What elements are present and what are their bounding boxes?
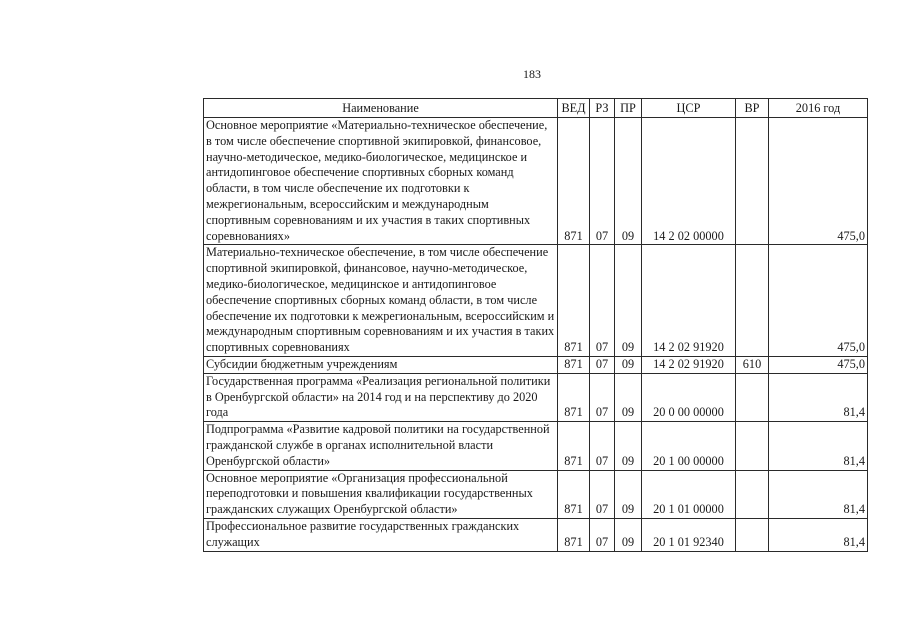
budget-table (203, 98, 868, 552)
row-amount: 81,4 (769, 422, 868, 470)
row-ved: 871 (558, 422, 590, 470)
row-vr (736, 422, 769, 470)
row-name: Субсидии бюджетным учреждениям (204, 356, 558, 373)
row-rz: 07 (590, 518, 615, 551)
row-name: Подпрограмма «Развитие кадровой политики на государственной гражданской службе в органах исполнительной власти Оренбургской области» (204, 422, 558, 470)
table-row (204, 118, 868, 245)
row-vr (736, 470, 769, 518)
row-vr (736, 245, 769, 357)
table-header-row (204, 99, 868, 118)
table-row (204, 356, 868, 373)
row-name: Основное мероприятие «Организация профессиональной переподготовки и повышения квалификации государственных гражданских служащих Оренбургской области» (204, 470, 558, 518)
row-name: Профессиональное развитие государственных гражданских служащих (204, 518, 558, 551)
header-vr: ВР (736, 99, 769, 118)
table-row (204, 422, 868, 470)
header-csr: ЦСР (642, 99, 736, 118)
row-name: Основное мероприятие «Материально-техническое обеспечение, в том числе обеспечение спортивной экипировкой, финансовое, научно-методическое, медико-биологическое, медицинское и антидопинговое обеспечение спортивных сборных команд области, в том числе обеспечение их подготовки к межрегиональным, всероссийским и международным спортивным соревнованиям и их участия в таких спортивных соревнованиях» (204, 118, 558, 245)
row-amount: 475,0 (769, 356, 868, 373)
table-row (204, 373, 868, 421)
row-pr: 09 (615, 245, 642, 357)
row-amount: 475,0 (769, 118, 868, 245)
row-vr: 610 (736, 356, 769, 373)
row-rz: 07 (590, 118, 615, 245)
table-row (204, 245, 868, 357)
row-amount: 475,0 (769, 245, 868, 357)
row-rz: 07 (590, 422, 615, 470)
row-amount: 81,4 (769, 470, 868, 518)
row-csr: 20 1 01 92340 (642, 518, 736, 551)
header-ved: ВЕД (558, 99, 590, 118)
row-csr: 20 0 00 00000 (642, 373, 736, 421)
row-ved: 871 (558, 356, 590, 373)
row-amount: 81,4 (769, 373, 868, 421)
row-rz: 07 (590, 245, 615, 357)
table-row (204, 470, 868, 518)
row-pr: 09 (615, 118, 642, 245)
row-csr: 14 2 02 91920 (642, 245, 736, 357)
row-amount: 81,4 (769, 518, 868, 551)
row-ved: 871 (558, 245, 590, 357)
row-csr: 14 2 02 91920 (642, 356, 736, 373)
row-ved: 871 (558, 373, 590, 421)
row-pr: 09 (615, 470, 642, 518)
row-name: Государственная программа «Реализация региональной политики в Оренбургской области» на 2014 год и на перспективу до 2020 года (204, 373, 558, 421)
row-pr: 09 (615, 422, 642, 470)
page-number: 183 (523, 67, 541, 81)
row-csr: 14 2 02 00000 (642, 118, 736, 245)
header-year: 2016 год (769, 99, 868, 118)
row-csr: 20 1 00 00000 (642, 422, 736, 470)
row-vr (736, 118, 769, 245)
row-rz: 07 (590, 356, 615, 373)
row-pr: 09 (615, 373, 642, 421)
row-vr (736, 518, 769, 551)
row-name: Материально-техническое обеспечение, в том числе обеспечение спортивной экипировкой, финансовое, научно-методическое, медико-биологическое, медицинское и антидопинговое обеспечение спортивных сборных команд области, в том числе обеспечение их подготовки к межрегиональным, всероссийским и международным спортивным соревнованиям и их участия в таких спортивных соревнованиях (204, 245, 558, 357)
header-name: Наименование (204, 99, 558, 118)
row-ved: 871 (558, 470, 590, 518)
header-rz: РЗ (590, 99, 615, 118)
row-vr (736, 373, 769, 421)
header-pr: ПР (615, 99, 642, 118)
row-rz: 07 (590, 373, 615, 421)
table-row (204, 518, 868, 551)
row-pr: 09 (615, 356, 642, 373)
row-csr: 20 1 01 00000 (642, 470, 736, 518)
row-rz: 07 (590, 470, 615, 518)
row-ved: 871 (558, 118, 590, 245)
row-ved: 871 (558, 518, 590, 551)
row-pr: 09 (615, 518, 642, 551)
